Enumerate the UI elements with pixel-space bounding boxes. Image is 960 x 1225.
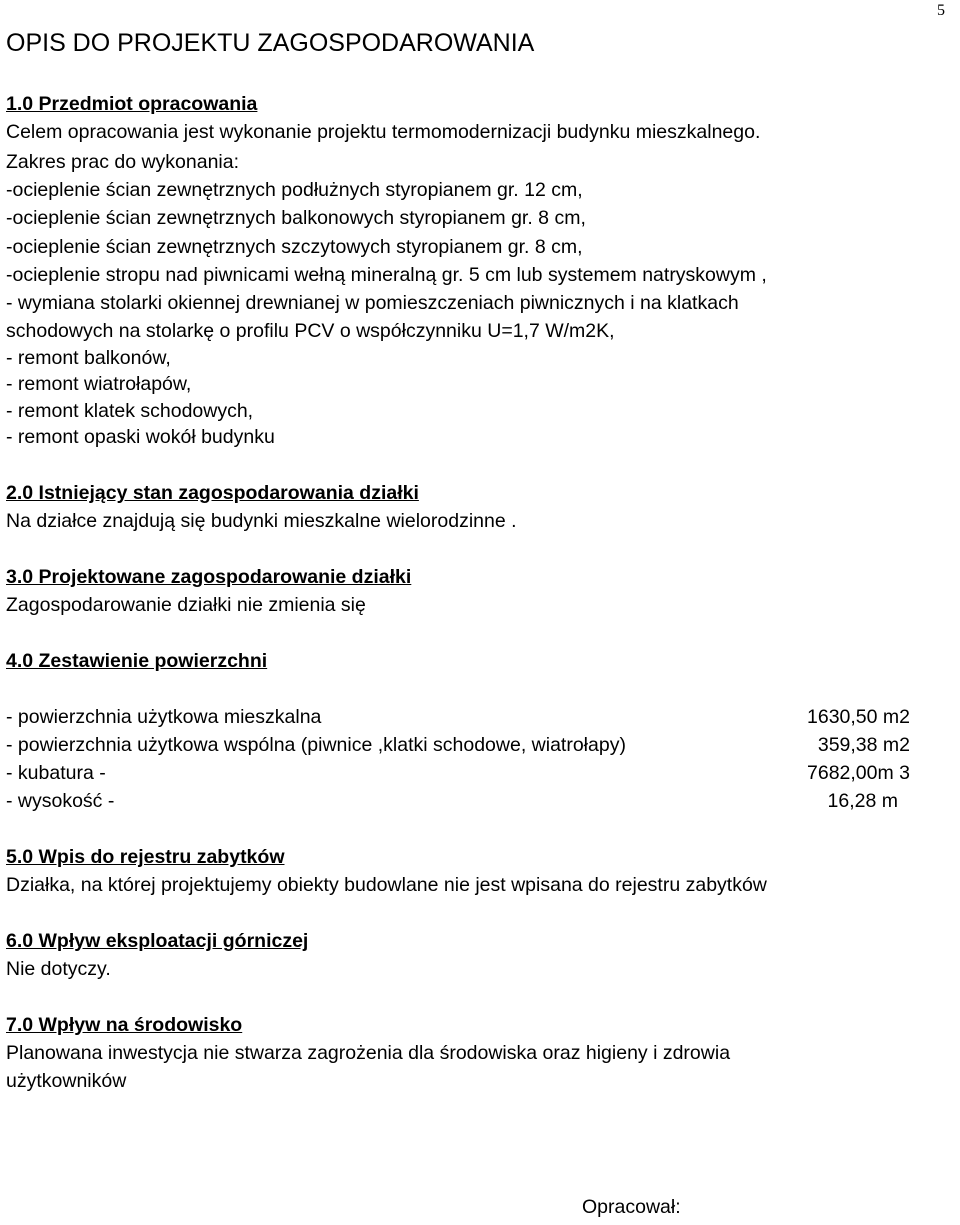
section-1-line: Celem opracowania jest wykonanie projektu termomodernizacji budynku mieszkalnego.: [6, 121, 761, 143]
area-row-value: 7682,00m 3: [807, 762, 910, 784]
area-row-value: 16,28 m: [827, 790, 898, 812]
area-row-label: - powierzchnia użytkowa wspólna (piwnice ,klatki schodowe, wiatrołapy): [6, 734, 626, 756]
section-2-text: Na działce znajdują się budynki mieszkalne wielorodzinne .: [6, 510, 517, 532]
section-1-line: - remont wiatrołapów,: [6, 373, 192, 395]
section-1-line: -ocieplenie ścian zewnętrznych podłużnych styropianem gr. 12 cm,: [6, 179, 583, 201]
section-5-text: Działka, na której projektujemy obiekty budowlane nie jest wpisana do rejestru zabytków: [6, 874, 767, 896]
area-row-label: - powierzchnia użytkowa mieszkalna: [6, 706, 322, 728]
area-row-label: - kubatura -: [6, 762, 106, 784]
page-number: 5: [937, 2, 945, 19]
section-5-heading: 5.0 Wpis do rejestru zabytków: [6, 846, 285, 868]
section-6-heading: 6.0 Wpływ eksploatacji górniczej: [6, 930, 309, 952]
section-6-text: Nie dotyczy.: [6, 958, 111, 980]
section-1-line: schodowych na stolarkę o profilu PCV o współczynniku U=1,7 W/m2K,: [6, 320, 615, 342]
section-1-line: Zakres prac do wykonania:: [6, 151, 240, 173]
section-1-line: -ocieplenie ścian zewnętrznych balkonowych styropianem gr. 8 cm,: [6, 207, 586, 229]
section-7-line: Planowana inwestycja nie stwarza zagrożenia dla środowiska oraz higieny i zdrowia: [6, 1042, 731, 1064]
section-1-line: -ocieplenie stropu nad piwnicami wełną mineralną gr. 5 cm lub systemem natryskowym ,: [6, 264, 767, 286]
section-1-line: - wymiana stolarki okiennej drewnianej w pomieszczeniach piwnicznych i na klatkach: [6, 292, 739, 314]
section-1-line: - remont klatek schodowych,: [6, 400, 254, 422]
section-7-heading: 7.0 Wpływ na środowisko: [6, 1014, 243, 1036]
area-row-value: 359,38 m2: [817, 734, 910, 756]
section-1-line: -ocieplenie ścian zewnętrznych szczytowych styropianem gr. 8 cm,: [6, 236, 583, 258]
section-1-line: - remont balkonów,: [6, 347, 171, 369]
section-3-heading: 3.0 Projektowane zagospodarowanie działki: [6, 566, 412, 588]
area-row-value: 1630,50 m2: [807, 706, 910, 728]
section-4-heading: 4.0 Zestawienie powierzchni: [6, 650, 268, 672]
section-7-line: użytkowników: [6, 1070, 127, 1092]
section-1-line: - remont opaski wokół budynku: [6, 426, 275, 448]
section-3-text: Zagospodarowanie działki nie zmienia się: [6, 594, 366, 616]
section-1-heading: 1.0 Przedmiot opracowania: [6, 93, 258, 115]
signature-label: Opracował:: [582, 1196, 681, 1218]
document-title: OPIS DO PROJEKTU ZAGOSPODAROWANIA: [6, 29, 535, 57]
area-row-label: - wysokość -: [6, 790, 115, 812]
section-2-heading: 2.0 Istniejący stan zagospodarowania działki: [6, 482, 419, 504]
